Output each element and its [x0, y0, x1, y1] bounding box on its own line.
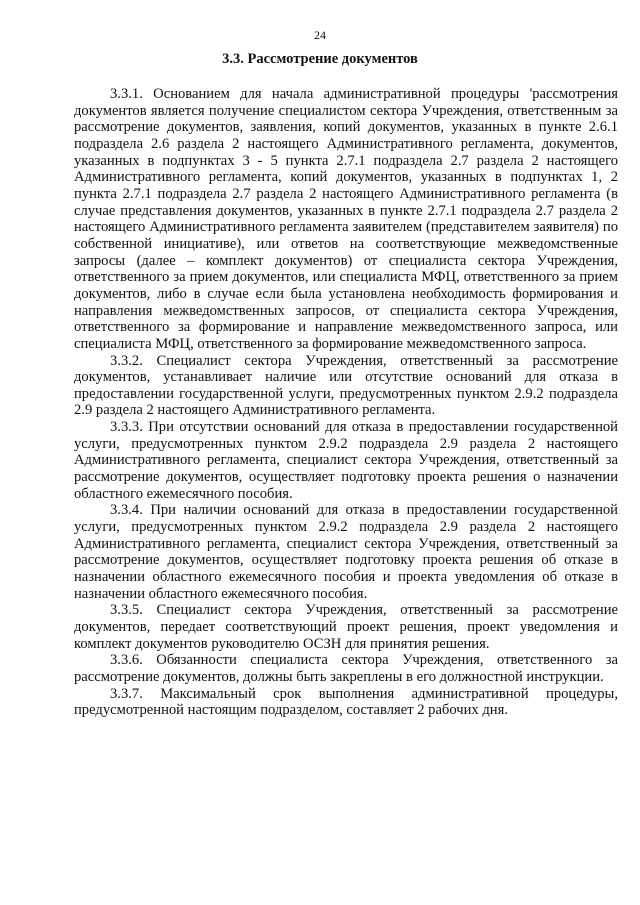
paragraph-3-3-3: 3.3.3. При отсутствии оснований для отказа в предоставлении государственной услуги, предусмотренных пунктом 2.9.2 подраздела 2.9 раздела 2 настоящего Административного регламента, специалист сектора Учреждения, ответственный за рассмотрение документов, осуществляет подготовку проекта решения о назначении областного ежемесячного пособия.: [74, 419, 618, 502]
paragraph-3-3-7: 3.3.7. Максимальный срок выполнения административной процедуры, предусмотренной настоящим подразделом, составляет 2 рабочих дня.: [74, 685, 618, 719]
paragraph-3-3-4: 3.3.4. При наличии оснований для отказа в предоставлении государственной услуги, предусмотренных пунктом 2.9.2 подраздела 2.9 раздела 2 настоящего Административного регламента, специалист сектора Учреждения, ответственный за рассмотрение документов, осуществляет подготовку проекта решения об отказе в назначении областного ежемесячного пособия и проекта уведомления об отказе в назначении областного ежемесячного пособия.: [74, 502, 618, 602]
section-title: 3.3. Рассмотрение документов: [222, 51, 418, 67]
body-text: [74, 86, 618, 719]
paragraph-3-3-5: 3.3.5. Специалист сектора Учреждения, ответственный за рассмотрение документов, передает соответствующий проект решения, проект уведомления и комплект документов руководителю ОСЗН для принятия решения.: [74, 602, 618, 652]
paragraph-3-3-6: 3.3.6. Обязанности специалиста сектора Учреждения, ответственного за рассмотрение документов, должны быть закреплены в его должностной инструкции.: [74, 652, 618, 685]
paragraph-3-3-2: 3.3.2. Специалист сектора Учреждения, ответственный за рассмотрение документов, устанавливает наличие или отсутствие оснований для отказа в предоставлении государственной услуги, предусмотренных пунктом 2.9.2 подраздела 2.9 раздела 2 настоящего Административного регламента.: [74, 352, 618, 419]
paragraph-3-3-1: 3.3.1. Основанием для начала административной процедуры 'рассмотрения документов является получение специалистом сектора Учреждения, ответственным за рассмотрение документов, заявления, копий документов, указанных в пункте 2.6.1 подраздела 2.6 раздела 2 настоящего Административного регламента, документов, указанных в подпунктах 3 - 5 пункта 2.7.1 подраздела 2.7 раздела 2 настоящего Административного регламента, копий документов, указанных в подпунктах 1, 2 пункта 2.7.1 подраздела 2.7 раздела 2 настоящего Административного регламента (в случае представления документов, указанных в пункте 2.7.1 подраздела 2.7 раздела 2 настоящего Административного регламента заявителем (представителем заявителя) по собственной инициативе), или ответов на соответствующие межведомственные запросы (далее – комплект документов) от специалиста сектора Учреждения, ответственного за прием документов, или специалиста МФЦ, ответственного за прием документов, либо в случае если была установлена необходимость формирования и направления межведомственных запросов, от специалиста сектора Учреждения, ответственного за формирование и направление межведомственного запроса, или специалиста МФЦ, ответственного за формирование межведомственного запроса.: [74, 86, 618, 352]
page-number: 24: [314, 28, 326, 42]
